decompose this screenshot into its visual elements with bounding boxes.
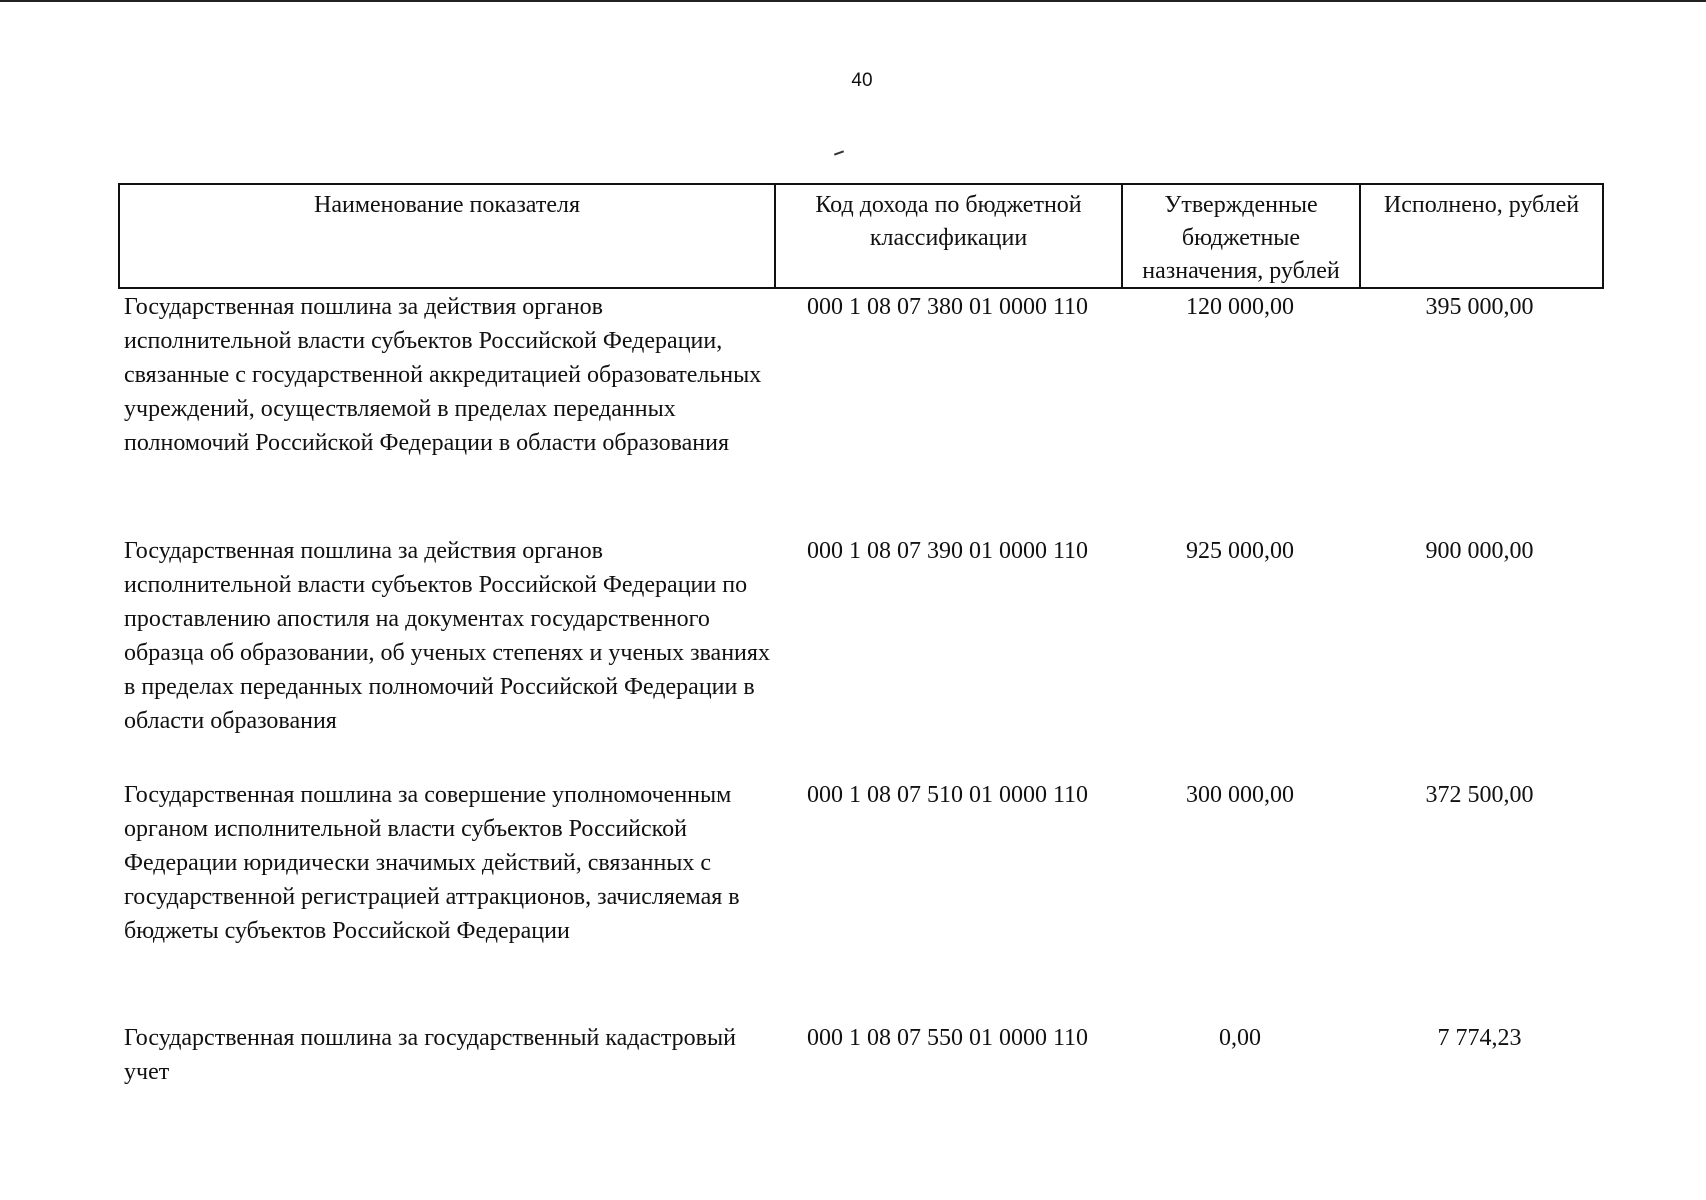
- scan-top-edge: [0, 0, 1706, 2]
- row-executed-amount: 372 500,00: [1425, 782, 1534, 808]
- row-executed-amount: 395 000,00: [1425, 294, 1534, 320]
- row-indicator-name: Государственная пошлина за государственный кадастровый учет: [124, 1025, 736, 1085]
- table-row: [118, 1021, 1604, 1089]
- row-executed-amount: 900 000,00: [1425, 538, 1534, 564]
- scan-mark: [834, 150, 844, 155]
- row-income-code: 000 1 08 07 510 01 0000 110: [806, 782, 1089, 808]
- row-approved-amount: 0,00: [1219, 1025, 1261, 1051]
- table-row: [118, 778, 1604, 948]
- header-approved-budget: Утвержденные бюджетные назначения, рублей: [1123, 185, 1361, 287]
- page-number: 40: [851, 70, 873, 91]
- header-income-code: Код дохода по бюджетной классификации: [776, 185, 1123, 287]
- table-header: [118, 183, 1604, 289]
- header-indicator-name: Наименование показателя: [120, 185, 776, 287]
- row-executed-amount: 7 774,23: [1437, 1025, 1522, 1051]
- row-approved-amount: 300 000,00: [1186, 782, 1294, 808]
- row-income-code: 000 1 08 07 550 01 0000 110: [806, 1025, 1089, 1051]
- row-approved-amount: 120 000,00: [1186, 294, 1294, 320]
- row-indicator-name: Государственная пошлина за совершение уполномоченным органом исполнительной власти субъектов Российской Федерации юридически значимых действий, связанных с государственной регистрацией аттракционов, зачисляемая в бюджеты субъектов Российской Федерации: [124, 782, 740, 944]
- row-income-code: 000 1 08 07 390 01 0000 110: [806, 538, 1089, 564]
- header-executed: Исполнено, рублей: [1383, 192, 1580, 218]
- row-indicator-name: Государственная пошлина за действия органов исполнительной власти субъектов Российской Федерации, связанные с государственной аккредитацией образовательных учреждений, осуществляемой в пределах переданных полномочий Российской Федерации в области образования: [124, 294, 762, 456]
- row-approved-amount: 925 000,00: [1186, 538, 1294, 564]
- table-row: [118, 534, 1604, 738]
- table-row: [118, 290, 1604, 460]
- row-income-code: 000 1 08 07 380 01 0000 110: [806, 294, 1089, 320]
- row-indicator-name: Государственная пошлина за действия органов исполнительной власти субъектов Российской Федерации по проставлению апостиля на документах государственного образца об образовании, об ученых степенях и ученых званиях в пределах переданных полномочий Российской Федерации в области образования: [124, 538, 770, 734]
